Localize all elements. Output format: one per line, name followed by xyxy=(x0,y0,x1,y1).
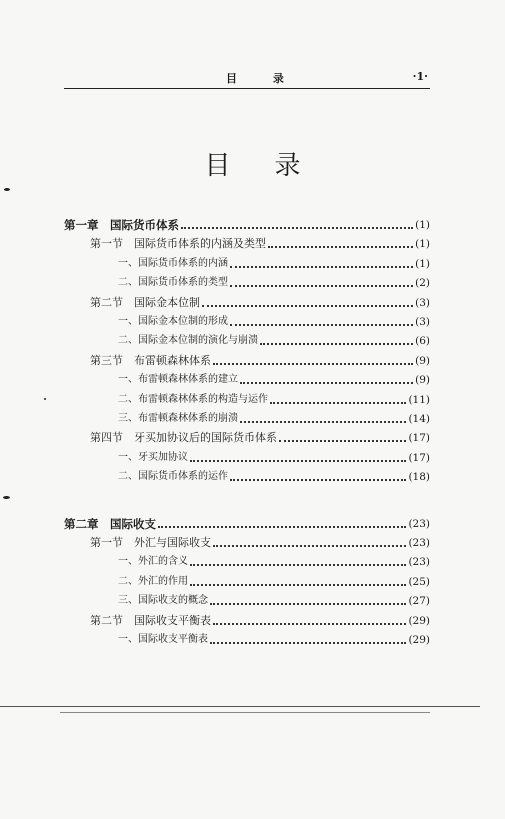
toc-entry-page: (23) xyxy=(408,517,430,530)
toc-entry-page: (1) xyxy=(415,257,430,270)
toc-leader-dots xyxy=(210,597,406,605)
toc-entry-page: (17) xyxy=(408,451,430,464)
toc-entry-page: (25) xyxy=(408,575,430,588)
toc-entry-label: 第二节 国际收支平衡表 xyxy=(90,613,211,627)
toc-entry-label: 一、国际收支平衡表 xyxy=(118,634,208,645)
toc-entry-label: 一、布雷顿森林体系的建立 xyxy=(118,374,238,386)
toc-entry-label: 二、外汇的作用 xyxy=(118,575,188,587)
toc-entry-page: (9) xyxy=(415,374,430,387)
toc-leader-dots xyxy=(279,434,406,442)
toc-entry[interactable] xyxy=(64,590,430,608)
toc-entry-page: (1) xyxy=(415,238,430,251)
scan-speck xyxy=(3,496,10,499)
toc-entry-label: 第一章 国际货币体系 xyxy=(64,218,179,232)
toc-entry-page: (18) xyxy=(408,471,430,484)
header-title: 目 录 xyxy=(226,72,300,85)
toc-entry-label: 第三节 布雷顿森林体系 xyxy=(90,353,211,367)
toc-leader-dots xyxy=(240,376,413,384)
toc-entry[interactable] xyxy=(64,408,430,426)
toc-entry-label: 一、外汇的含义 xyxy=(118,556,188,568)
toc-entry-label: 第一节 国际货币体系的内涵及类型 xyxy=(90,237,266,251)
toc-entry-label: 三、布雷顿森林体系的崩溃 xyxy=(118,413,238,424)
page-title: 目录 xyxy=(204,151,345,181)
toc-entry-page: (29) xyxy=(408,634,430,646)
toc-entry-label: 一、国际金本位制的形成 xyxy=(118,316,228,327)
toc-entry-page: (14) xyxy=(408,413,430,425)
toc-leader-dots xyxy=(158,520,406,528)
toc-entry-page: (23) xyxy=(408,537,430,549)
toc-entry[interactable] xyxy=(64,571,430,589)
toc-leader-dots xyxy=(230,318,413,326)
toc-leader-dots xyxy=(202,299,413,307)
toc-entry[interactable] xyxy=(64,389,430,407)
footer-rule-secondary xyxy=(60,712,430,713)
toc-leader-dots xyxy=(190,454,406,462)
toc-leader-dots xyxy=(260,337,413,345)
toc-entry[interactable] xyxy=(64,233,430,251)
toc-entry[interactable] xyxy=(64,532,430,550)
toc-entry-label: 一、牙买加协议 xyxy=(118,451,188,463)
toc-entry-page: (2) xyxy=(415,277,430,290)
footer-rule xyxy=(0,706,480,707)
toc-leader-dots xyxy=(213,617,406,625)
toc-entry-label: 第二章 国际收支 xyxy=(64,516,156,531)
toc-entry[interactable] xyxy=(64,330,430,348)
toc-entry-label: 二、国际金本位制的演化与崩溃 xyxy=(118,335,258,347)
toc-leader-dots xyxy=(230,279,413,287)
toc-entry[interactable] xyxy=(64,311,430,329)
toc-leader-dots xyxy=(213,357,413,365)
toc-leader-dots xyxy=(181,221,413,229)
toc-entry[interactable] xyxy=(64,369,430,387)
toc-entry-page: (27) xyxy=(408,595,430,608)
toc-entry-page: (3) xyxy=(415,296,430,309)
toc-entry-label: 三、国际收支的概念 xyxy=(118,595,208,607)
toc-entry-page: (29) xyxy=(408,614,430,627)
toc-entry-page: (17) xyxy=(408,432,430,445)
toc-entry-page: (23) xyxy=(408,556,430,569)
toc-entry-label: 第四节 牙买加协议后的国际货币体系 xyxy=(90,431,277,445)
toc-entry-label: 第二节 国际金本位制 xyxy=(90,295,200,309)
toc-leader-dots xyxy=(268,240,413,248)
toc-entry[interactable] xyxy=(64,447,430,465)
toc-leader-dots xyxy=(190,558,406,566)
toc-entry[interactable] xyxy=(64,610,430,628)
toc-entry[interactable] xyxy=(64,253,430,271)
toc-entry[interactable] xyxy=(64,551,430,569)
toc-entry[interactable] xyxy=(64,427,430,445)
toc-leader-dots xyxy=(270,396,406,404)
toc-entry-page: (9) xyxy=(415,354,430,367)
header-page-number: ·1· xyxy=(412,70,428,83)
toc-leader-dots xyxy=(230,260,413,268)
toc-entry-page: (3) xyxy=(415,316,430,328)
toc-leader-dots xyxy=(213,539,406,547)
toc-leader-dots xyxy=(230,473,406,481)
scan-speck xyxy=(44,398,46,400)
toc-entry-page: (11) xyxy=(408,393,430,406)
toc-entry-label: 二、布雷顿森林体系的构造与运作 xyxy=(118,393,268,405)
toc-entry[interactable] xyxy=(64,513,430,531)
toc-leader-dots xyxy=(210,636,406,644)
toc-leader-dots xyxy=(240,415,406,423)
toc-entry-label: 二、国际货币体系的运作 xyxy=(118,471,228,483)
toc-entry[interactable] xyxy=(64,629,430,647)
toc-entry[interactable] xyxy=(64,350,430,368)
toc-entry-page: (1) xyxy=(415,219,430,231)
toc-entry[interactable] xyxy=(64,214,430,232)
toc-entry-label: 第一节 外汇与国际收支 xyxy=(90,536,211,549)
scan-speck xyxy=(4,188,10,191)
toc-entry-label: 二、国际货币体系的类型 xyxy=(118,277,228,289)
toc-entry[interactable] xyxy=(64,466,430,484)
running-header xyxy=(64,66,430,89)
toc-entry[interactable] xyxy=(64,292,430,310)
toc-entry[interactable] xyxy=(64,272,430,290)
toc-entry-page: (6) xyxy=(415,335,430,348)
toc-entry-label: 一、国际货币体系的内涵 xyxy=(118,257,228,269)
toc-leader-dots xyxy=(190,578,406,586)
